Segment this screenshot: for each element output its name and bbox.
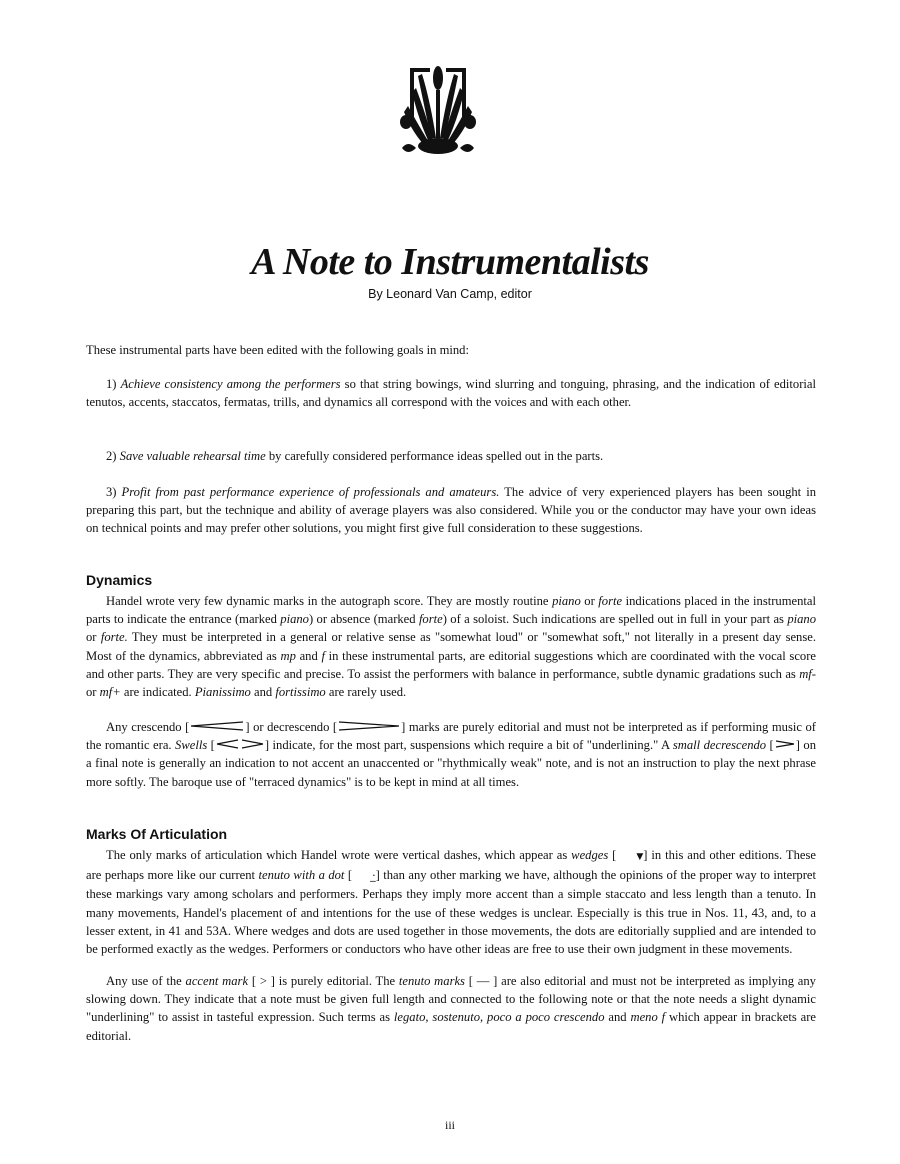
swell-hairpins-icon <box>215 739 265 749</box>
articulation-paragraph-1: The only marks of articulation which Handel wrote were vertical dashes, which appear as wedges [ ▼] in this and other editions. These are perhaps more like our current tenuto with a dot [ ·̲] than any other marking we have, although the opinions of the proper way to interpret these markings vary among scholars and performers. Perhaps they imply more accent than a simple staccato and less length than a tenuto. In many movements, Handel's placement of and intentions for the use of these wedges is unclear. Especially is this true in Nos. 11, 43, and, to a lesser extent, in 41 and 53A. Where wedges and dots are used together in those movements, the dots are editorially supplied and are intended to be performed exactly as the wedges. Performers or conductors who have other ideas are free to use their own judgment in these movements. <box>86 848 816 957</box>
page-title: A Note to Instrumentalists <box>251 241 649 283</box>
dynamics-paragraph-2: Any crescendo [ ] or decrescendo [ ] marks are purely editorial and must not be interpreted as if performing music of the romantic era. Swells [ ] indicate, for the most part, suspensions which require a bit of "underlining." A small decrescendo [ ] on a final note is generally an indication to not accent an unaccented or "rhythmically weak" note, and is not an instruction to play the next phrase more softly. The baroque use of "terraced dynamics" is to be kept in mind at all times. <box>86 720 817 789</box>
crescendo-hairpin-icon <box>189 721 245 731</box>
goal-3-paragraph: 3) Profit from past performance experience of professionals and amateurs. The advice of very experienced players has been sought in preparing this part, but the technique and ability of average players was also considered. While you or the conductor may have your own ideas on technical points and may prefer other solutions, you might first give full consideration to these suggestions. <box>86 485 816 536</box>
goal-2-paragraph: 2) Save valuable rehearsal time by carefully considered performance ideas spelled out in the parts. <box>106 449 604 463</box>
dynamics-heading: Dynamics <box>86 572 153 588</box>
tenuto-dot-mark-icon: ·̲ <box>372 869 376 883</box>
articulation-paragraph-2: Any use of the accent mark [ > ] is purely editorial. The tenuto marks [ — ] are also editorial and must not be interpreted as implying any slowing down. They indicate that a note must be given full length and connected to the following note or that the note needs a slight dynamic "underlining" to assist in tasteful expression. Such terms as legato, sostenuto, poco a poco crescendo and meno f which appear in brackets are editorial. <box>86 974 817 1043</box>
byline: By Leonard Van Camp, editor <box>368 287 532 301</box>
articulation-heading: Marks Of Articulation <box>86 826 228 842</box>
goal-1-paragraph: 1) Achieve consistency among the performers so that string bowings, wind slurring and tonguing, phrasing, and the indication of editorial tenutos, accents, staccatos, fermatas, trills, and dynamics all correspond with the voices and with each other. <box>86 377 816 410</box>
intro-paragraph: These instrumental parts have been edited with the following goals in mind: <box>86 343 469 357</box>
small-decrescendo-icon <box>774 739 796 749</box>
dynamics-paragraph-1: Handel wrote very few dynamic marks in the autograph score. They are mostly routine piano or forte indications placed in the instrumental parts to indicate the entrance (marked piano) or absence (marked forte) of a soloist. Such indications are spelled out in full in your part as piano or forte. They must be interpreted in a general or relative sense as "somewhat loud" or "somewhat soft," not literally in a present day sense. Most of the dynamics, abbreviated as mp and f in these instrumental parts, are editorial suggestions which are coordinated with the vocal score and other parts. They are very specific and precise. To assist the performers with balance in performance, subtle dynamic gradations such as mf- or mf+ are indicated. Pianissimo and fortissimo are rarely used. <box>86 594 816 700</box>
page-number: iii <box>444 1118 455 1132</box>
wedge-mark-icon: ▼ <box>636 852 644 862</box>
fan-ornament-icon <box>400 60 476 160</box>
decrescendo-hairpin-icon <box>337 721 401 731</box>
